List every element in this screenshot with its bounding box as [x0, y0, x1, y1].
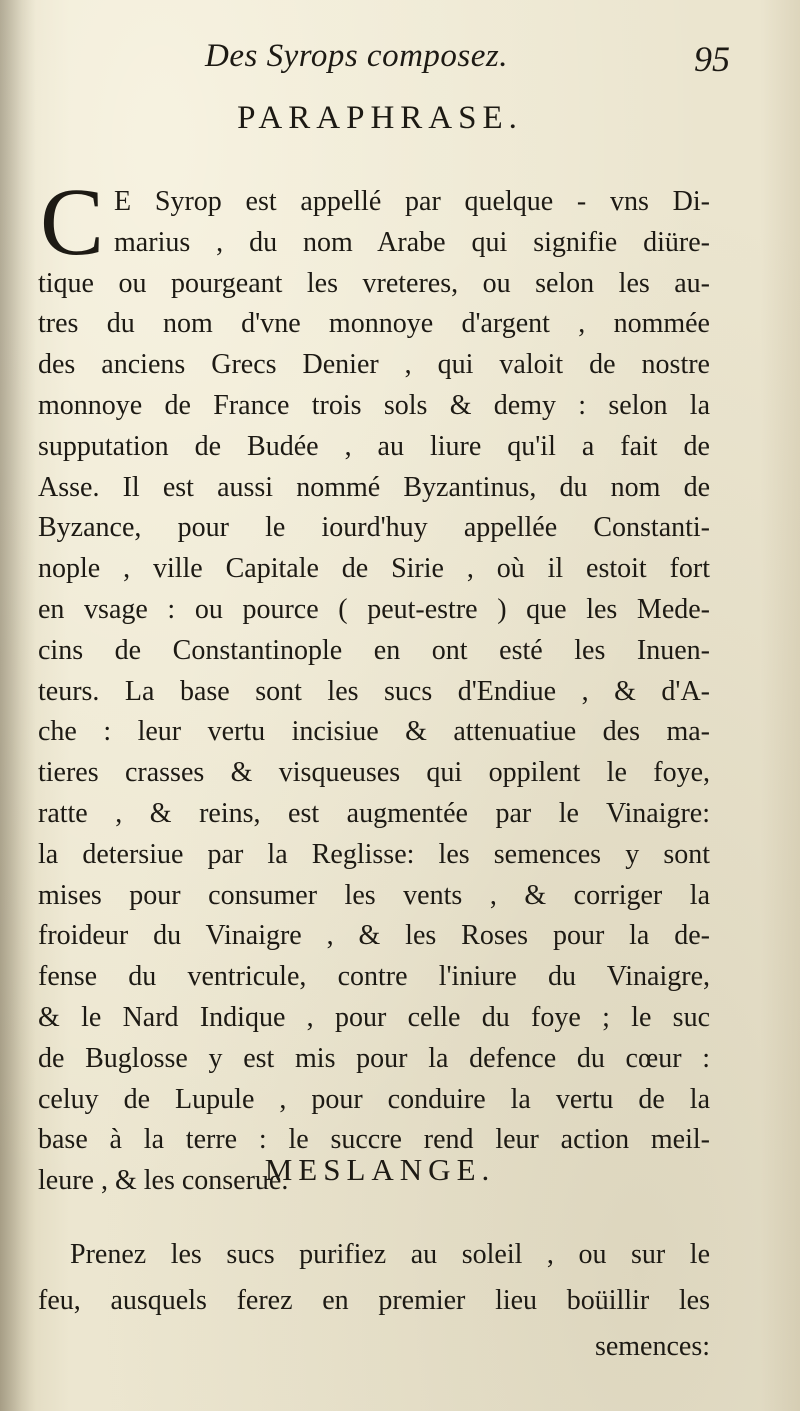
text-line: des anciens Grecs Denier , qui valoit de nostre	[38, 349, 710, 381]
drop-cap: C	[40, 168, 105, 275]
page-gutter-shadow	[0, 0, 36, 1411]
text-line: froideur du Vinaigre , & les Roses pour la de-	[38, 920, 710, 952]
text-line: tres du nom d'vne monnoye d'argent , nommée	[38, 308, 710, 340]
text-line: supputation de Budée , au liure qu'il a fait de	[38, 430, 710, 462]
page-header	[205, 38, 750, 90]
text-line: ratte , & reins, est augmentée par le Vinaigre:	[38, 797, 710, 829]
text-line: nople , ville Capitale de Sirie , où il estoit fort	[38, 553, 710, 585]
section-title-paraphrase: PARAPHRASE.	[237, 100, 523, 136]
paraphrase-paragraph	[38, 168, 710, 1202]
text-line: de Buglosse y est mis pour la defence du cœur :	[38, 1042, 710, 1074]
text-line: E Syrop est appellé par quelque - vns Di-	[114, 186, 710, 217]
text-line: tieres crasses & visqueuses qui oppilent le foye,	[38, 757, 710, 789]
running-head: Des Syrops composez.	[205, 38, 508, 74]
text-line: semences:	[594, 1331, 710, 1362]
text-line: la detersiue par la Reglisse: les semences y sont	[38, 838, 710, 870]
section-title-meslange: MESLANGE.	[264, 1152, 496, 1187]
text-line: tique ou pourgeant les vreteres, ou selon les au-	[38, 267, 710, 299]
text-line: feu, ausquels ferez en premier lieu boüillir les	[38, 1285, 710, 1316]
text-line: monnoye de France trois sols & demy : selon la	[38, 389, 710, 421]
text-line: Prenez les sucs purifiez au soleil , ou sur le	[70, 1239, 710, 1270]
text-line: cins de Constantinople en ont esté les Inuen-	[38, 634, 710, 666]
meslange-paragraph	[38, 1232, 710, 1370]
text-line: Byzance, pour le iourd'huy appellée Constanti-	[38, 512, 710, 544]
text-line: teurs. La base sont les sucs d'Endiue , & d'A-	[38, 675, 710, 707]
text-line: fense du ventricule, contre l'iniure du Vinaigre,	[38, 961, 710, 993]
text-line: & le Nard Indique , pour celle du foye ; le suc	[38, 1001, 710, 1033]
text-line: celuy de Lupule , pour conduire la vertu de la	[38, 1083, 710, 1115]
text-line: che : leur vertu incisiue & attenuatiue des ma-	[38, 716, 710, 748]
page-number: 95	[694, 39, 730, 79]
text-line: base à la terre : le succre rend leur action meil-	[38, 1124, 710, 1156]
text-line: Asse. Il est aussi nommé Byzantinus, du nom de	[38, 471, 710, 503]
text-line: marius , du nom Arabe qui signifie diüre-	[114, 226, 710, 258]
text-line: en vsage : ou pource ( peut-estre ) que les Mede-	[38, 593, 710, 625]
text-line: mises pour consumer les vents , & corriger la	[38, 879, 710, 911]
text-line: leure , & les conserue.	[38, 1165, 289, 1197]
